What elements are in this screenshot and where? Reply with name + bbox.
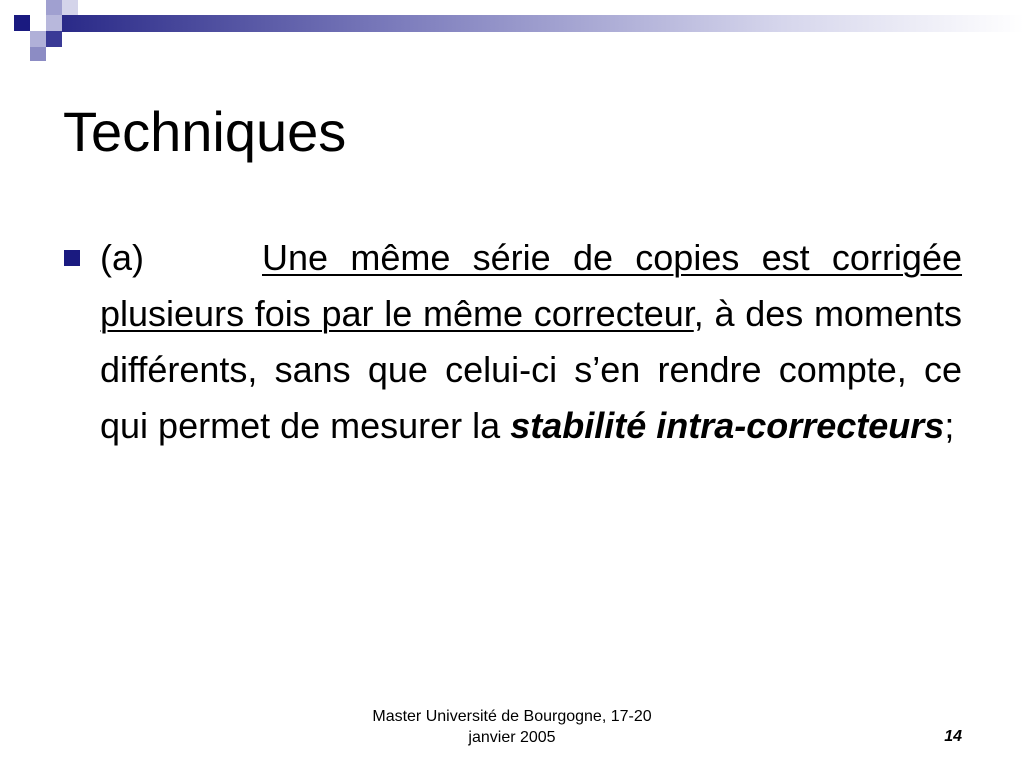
bullet-square-icon — [64, 250, 80, 266]
bullet-label: (a) — [100, 237, 144, 278]
header-square — [30, 47, 46, 61]
bullet-body: , à des moments différents, sans que celui-ci s’en rendre compte, ce qui permet de mesurer la — [100, 293, 962, 446]
footer-text — [352, 706, 672, 748]
footer-line-2: janvier 2005 — [468, 729, 556, 746]
header-square — [30, 15, 46, 31]
bullet-ending: ; — [944, 405, 955, 446]
header-square — [30, 31, 46, 47]
footer-line-1: Master Université de Bourgogne, 17-20 — [372, 708, 652, 725]
header-gradient-band — [62, 15, 1024, 32]
header-square — [46, 31, 62, 47]
header-square — [46, 0, 62, 15]
bullet-text — [100, 230, 962, 454]
header-square — [62, 0, 78, 15]
page-number: 14 — [944, 728, 962, 745]
header-square — [14, 15, 30, 31]
underlined-phrase: Une même série de copies est corrigée plusieurs fois par le même correcteur — [100, 237, 962, 334]
header-decoration — [0, 0, 1024, 64]
slide-title: Techniques — [63, 100, 347, 163]
header-square — [46, 15, 62, 31]
emphasis-term: stabilité intra-correcteurs — [510, 405, 945, 446]
